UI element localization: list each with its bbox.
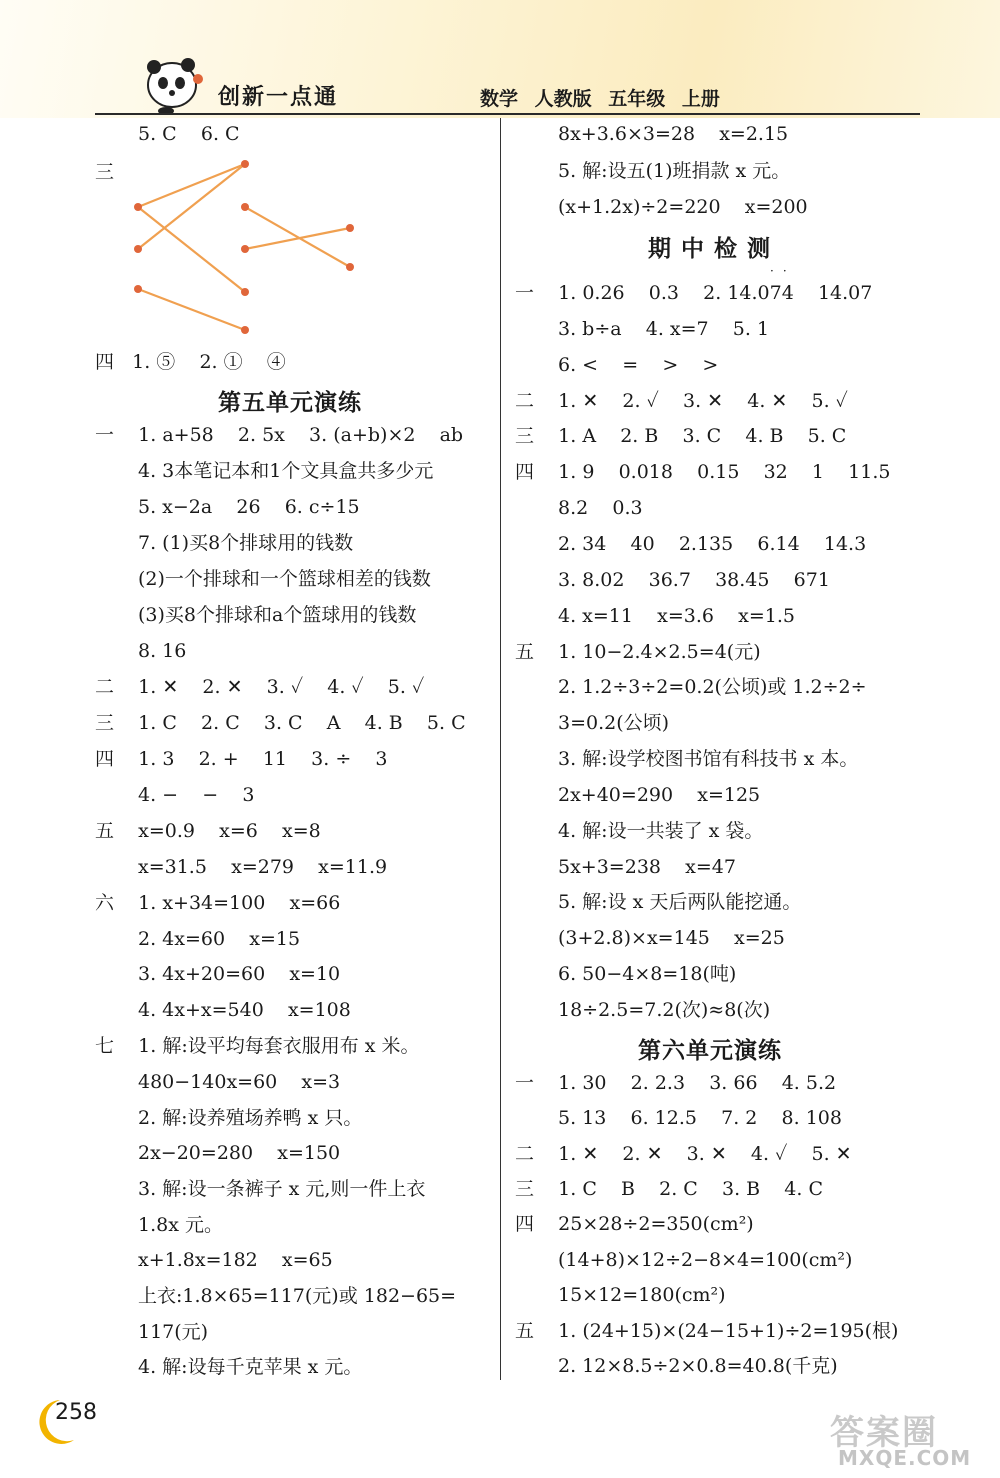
section-label: 三	[95, 161, 115, 183]
answer-line: 三 1. C B 2. C 3. B 4. C	[515, 1178, 823, 1200]
answer-line: (14+8)×12÷2−8×4=100(cm²)	[558, 1249, 853, 1271]
header-divider	[95, 113, 920, 115]
answer-line: 七 1. 解:设平均每套衣服用布 x 米。	[95, 1035, 420, 1057]
watermark-logo: 答案圈	[830, 1413, 938, 1453]
section-title-unit5: 第五单元演练	[218, 390, 362, 416]
answer-line: 7. (1)买8个排球用的钱数	[138, 532, 354, 554]
answer-line: 1.8x 元。	[138, 1214, 223, 1236]
panda-mascot-icon	[142, 55, 212, 117]
answer-line: 上衣:1.8×65=117(元)或 182−65=	[138, 1285, 457, 1307]
answer-line: 8.2 0.3	[558, 497, 643, 519]
section-title-midterm: 期 中 检 测	[648, 236, 772, 262]
column-divider	[500, 118, 501, 1380]
answer-line: x+1.8x=182 x=65	[138, 1249, 333, 1271]
answer-line: 3=0.2(公顷)	[558, 712, 670, 734]
answer-line: 四 1. 3 2. + 11 3. ÷ 3	[95, 748, 388, 770]
answer-line: 117(元)	[138, 1321, 209, 1343]
section-title-unit6: 第六单元演练	[638, 1038, 782, 1064]
answer-line: x=31.5 x=279 x=11.9	[138, 856, 388, 878]
answer-line: 3. 4x+20=60 x=10	[138, 963, 341, 985]
answer-line: 6. < = > >	[558, 354, 719, 376]
answer-line: 6. 50−4×8=18(吨)	[558, 963, 737, 985]
answer-line: 3. 解:设学校图书馆有科技书 x 本。	[558, 748, 859, 770]
answer-line: 四 25×28÷2=350(cm²)	[515, 1213, 754, 1235]
answer-line: 4. 解:设每千克苹果 x 元。	[138, 1356, 363, 1378]
answer-line: 3. 8.02 36.7 38.45 671	[558, 569, 830, 591]
answer-line: 4. 3本笔记本和1个文具盒共多少元	[138, 460, 434, 482]
answer-line: (x+1.2x)÷2=220 x=200	[558, 196, 808, 218]
answer-line: 8. 16	[138, 640, 187, 662]
answer-line: 2. 解:设养殖场养鸭 x 只。	[138, 1107, 363, 1129]
answer-line: 一 1. a+58 2. 5x 3. (a+b)×2 ab	[95, 424, 464, 446]
answer-line: 3. b÷a 4. x=7 5. 1	[558, 318, 770, 340]
answer-line: 2. 4x=60 x=15	[138, 928, 301, 950]
answer-line: 4. 解:设一共装了 x 袋。	[558, 820, 764, 842]
repeating-decimal-dots: ··	[770, 264, 796, 278]
book-info: 数学 人教版 五年级 上册	[480, 88, 720, 110]
answer-line: 5. 解:设五(1)班捐款 x 元。	[558, 160, 791, 182]
answer-line: 5. x−2a 26 6. c÷15	[138, 496, 360, 518]
answer-line: 一 1. 30 2. 2.3 3. 66 4. 5.2	[515, 1072, 837, 1094]
answer-line: 5x+3=238 x=47	[558, 856, 736, 878]
answer-line: 480−140x=60 x=3	[138, 1071, 341, 1093]
answer-line: 一 1. 0.26 0.3 2. 14.074 14.07	[515, 282, 873, 304]
brand-title: 创新一点通	[218, 85, 339, 110]
answer-line: 18÷2.5=7.2(次)≈8(次)	[558, 999, 771, 1021]
answer-line: 2. 1.2÷3÷2=0.2(公顷)或 1.2÷2÷	[558, 676, 867, 698]
answer-line: 3. 解:设一条裤子 x 元,则一件上衣	[138, 1178, 426, 1200]
answer-line: 五 1. 10−2.4×2.5=4(元)	[515, 641, 761, 663]
answer-line: 四 1. 9 0.018 0.15 32 1 11.5	[515, 461, 891, 483]
answer-line: 五 x=0.9 x=6 x=8	[95, 820, 321, 842]
answer-line: 5. C 6. C	[138, 123, 240, 145]
answer-line: 5. 13 6. 12.5 7. 2 8. 108	[558, 1107, 842, 1129]
answer-line: 4. x=11 x=3.6 x=1.5	[558, 605, 795, 627]
answer-line: (3)买8个排球和a个篮球用的钱数	[138, 604, 417, 626]
page-number: 258	[55, 1400, 97, 1425]
answer-line: 8x+3.6×3=28 x=2.15	[558, 123, 789, 145]
answer-line: 15×12=180(cm²)	[558, 1284, 726, 1306]
answer-line: 2. 12×8.5÷2×0.8=40.8(千克)	[558, 1355, 838, 1377]
answer-line: (3+2.8)×x=145 x=25	[558, 927, 785, 949]
answer-line: (2)一个排球和一个篮球相差的钱数	[138, 568, 431, 590]
answer-line: 4. − − 3	[138, 784, 255, 806]
answer-line: 三 1. C 2. C 3. C A 4. B 5. C	[95, 712, 466, 734]
answer-line: 三 1. A 2. B 3. C 4. B 5. C	[515, 425, 847, 447]
answer-line: 五 1. (24+15)×(24−15+1)÷2=195(根)	[515, 1320, 899, 1342]
answer-line: 4. 4x+x=540 x=108	[138, 999, 351, 1021]
answer-line: 四 1. ⑤ 2. ① ④	[95, 351, 286, 373]
answer-line: 六 1. x+34=100 x=66	[95, 892, 341, 914]
answer-line: 2x−20=280 x=150	[138, 1142, 341, 1164]
answer-line: 二 1. ✕ 2. ✕ 3. ✓ 4. ✓ 5. ✓	[95, 676, 425, 698]
answer-line: 二 1. ✕ 2. ✓ 3. ✕ 4. ✕ 5. ✓	[515, 390, 848, 412]
answer-line: 2x+40=290 x=125	[558, 784, 761, 806]
answer-line: 二 1. ✕ 2. ✕ 3. ✕ 4. ✓ 5. ✕	[515, 1143, 852, 1165]
answer-line: 2. 34 40 2.135 6.14 14.3	[558, 533, 867, 555]
matching-lines-diagram	[128, 152, 368, 342]
watermark-url: MXQE.COM	[838, 1446, 972, 1470]
answer-line: 5. 解:设 x 天后两队能挖通。	[558, 891, 802, 913]
